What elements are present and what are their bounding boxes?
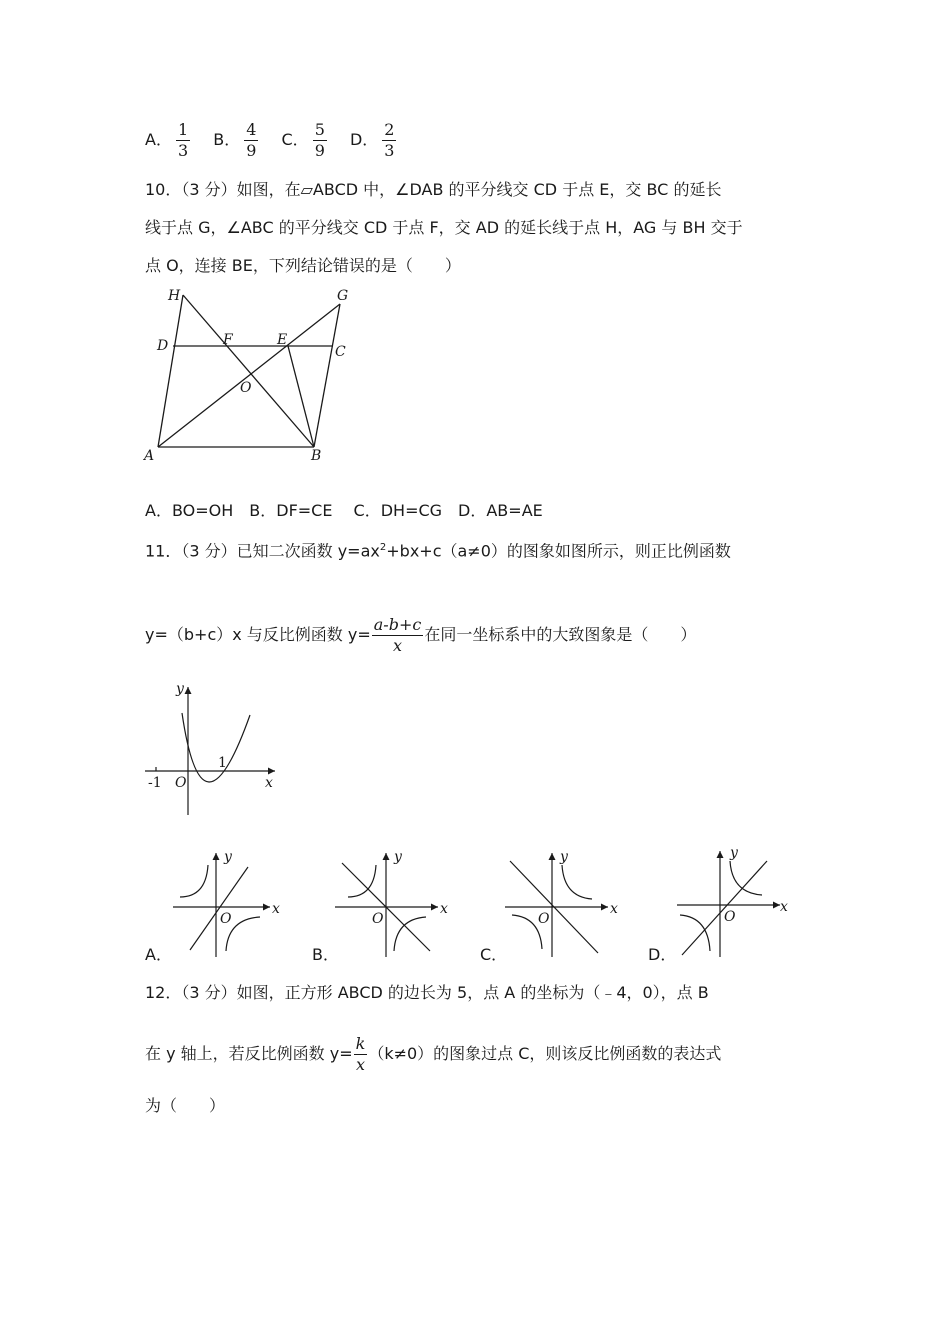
q10-line-3: 点 O，连接 BE，下列结论错误的是（ ） (145, 256, 461, 275)
fraction (244, 120, 258, 161)
line-graph (682, 861, 767, 955)
numerator: k (355, 1034, 366, 1053)
q12-line-2 (145, 1031, 721, 1077)
hyperbola-branch-upper-right (562, 865, 592, 899)
graph-label-1: 1 (218, 755, 227, 771)
option-label: A． (145, 130, 172, 149)
label-a: A (144, 448, 155, 464)
fraction (176, 120, 190, 161)
q10-line-2: 线于点 G，∠ABC 的平分线交 CD 于点 F，交 AD 的延长线于点 H，AG 与 BH 交于 (145, 218, 743, 237)
denominator: 9 (246, 141, 257, 160)
label-d: D (157, 338, 169, 354)
parabola-curve (182, 713, 250, 782)
denominator: x (393, 636, 403, 655)
fraction (354, 1034, 368, 1075)
x-label: x (440, 901, 448, 917)
q11-choice-a-graph (168, 845, 293, 960)
label-b: B (311, 448, 322, 464)
y-label: y (560, 849, 568, 865)
label-h: H (168, 288, 181, 304)
y-label: y (730, 845, 738, 861)
option-label: B． (213, 130, 241, 149)
x-label: x (610, 901, 618, 917)
x-label: x (272, 901, 280, 917)
numerator: 1 (177, 120, 189, 139)
q11-line-2 (145, 612, 696, 658)
graph-label-minus-1: -1 (148, 775, 162, 791)
option-label: C． (281, 130, 309, 149)
o-label: O (220, 911, 232, 927)
segment-ag (158, 304, 340, 447)
q12-line-3: 为（ ） (145, 1096, 226, 1115)
exponent: 2 (379, 542, 387, 553)
q10-parallelogram-figure (140, 282, 365, 472)
label-f: F (223, 332, 233, 348)
q11-choice-d-graph (672, 843, 797, 960)
y-label: y (224, 849, 232, 865)
q11-line-1 (145, 537, 731, 562)
hyperbola-branch-lower-right (394, 917, 426, 951)
option-label: D． (349, 130, 379, 149)
fraction (382, 120, 396, 161)
numerator: a-b+c (373, 615, 422, 634)
y-label: y (394, 849, 402, 865)
graph-label-o: O (175, 775, 187, 791)
q9-options (145, 118, 414, 162)
numerator: 5 (314, 120, 325, 139)
denominator: x (355, 1055, 365, 1074)
x-label: x (780, 899, 788, 915)
q12-line-2-post: （k≠0）的图象过点 C，则该反比例函数的表达式 (368, 1044, 722, 1063)
numerator: 2 (384, 120, 395, 139)
hyperbola-branch-lower-left (680, 915, 710, 951)
label-c: C (335, 344, 346, 360)
o-label: O (724, 909, 736, 925)
q11-choice-d-label: D． (648, 945, 677, 964)
q9-option-a (145, 118, 194, 162)
label-g: G (337, 288, 349, 304)
denominator: 3 (177, 141, 189, 160)
q11-line-1-pre: 11．（3 分）已知二次函数 y=ax (145, 541, 380, 561)
q11-choice-b-label: B． (312, 945, 339, 964)
q9-option-b (213, 118, 262, 162)
label-e: E (277, 332, 288, 348)
q9-option-c (282, 118, 331, 162)
q12-line-2-pre: 在 y 轴上，若反比例函数 y= (145, 1044, 353, 1063)
q11-choice-c-graph (500, 845, 625, 960)
label-o: O (240, 380, 252, 396)
fraction (313, 120, 327, 161)
o-label: O (538, 911, 550, 927)
graph-label-x: x (265, 775, 273, 791)
line-graph (190, 867, 248, 950)
segment-bg (314, 304, 340, 447)
q11-choice-c-label: C． (480, 945, 508, 964)
denominator: 3 (384, 141, 395, 160)
fraction (372, 615, 424, 656)
segment-ah (158, 295, 183, 447)
numerator: 4 (246, 120, 257, 139)
hyperbola-branch-upper-right (730, 861, 762, 895)
q11-choice-a-label: A． (145, 945, 172, 964)
hyperbola-branch-upper-left (180, 865, 208, 897)
q11-line-2-pre: y=（b+c）x 与反比例函数 y= (145, 625, 371, 644)
q11-line-2-post: 在同一坐标系中的大致图象是（ ） (424, 625, 697, 644)
denominator: 9 (314, 141, 325, 160)
q10-options: A．BO=OH B．DF=CE C．DH=CG D．AB=AE (145, 501, 543, 520)
q11-parabola-graph (140, 675, 290, 820)
o-label: O (372, 911, 384, 927)
q11-choice-b-graph (330, 845, 455, 960)
q12-line-1: 12．（3 分）如图，正方形 ABCD 的边长为 5，点 A 的坐标为（﹣4，0），点 B (145, 983, 709, 1002)
graph-label-y: y (176, 681, 184, 697)
q10-line-1: 10．（3 分）如图，在▱ABCD 中，∠DAB 的平分线交 CD 于点 E，交 BC 的延长 (145, 180, 722, 199)
q11-line-1-post: +bx+c（a≠0）的图象如图所示，则正比例函数 (386, 541, 731, 561)
q9-option-d (350, 118, 401, 162)
